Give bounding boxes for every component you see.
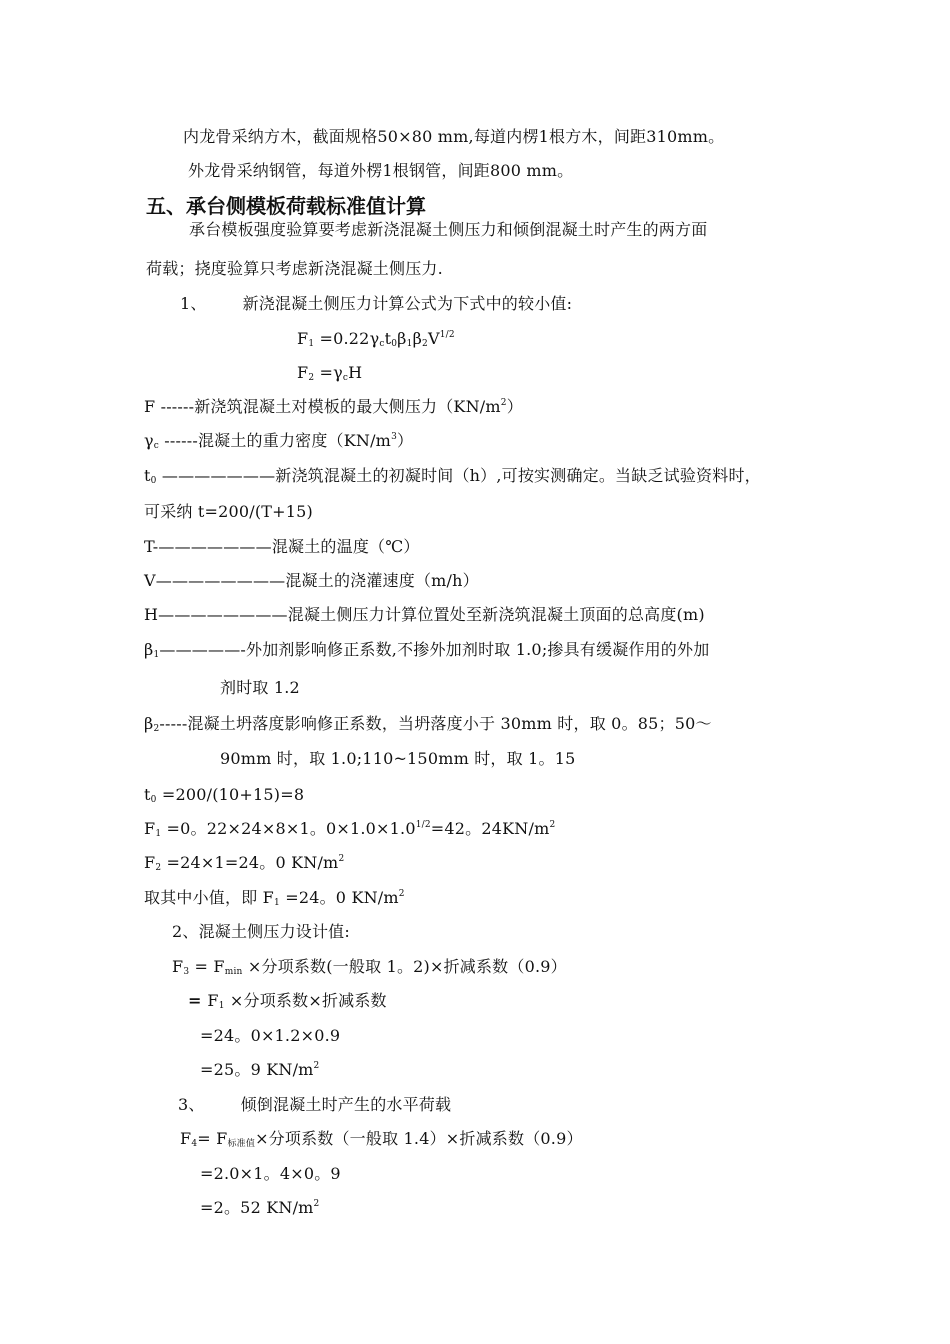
def-t0-cont: 可采纳 t=200/(T+15)	[144, 502, 313, 521]
item-3-line2: =2.0×1。4×0。9	[200, 1164, 341, 1183]
item-2-line4: =25。9 $KN/m^2$	[200, 1060, 320, 1079]
item-1	[180, 293, 572, 315]
item-3-number: 3、	[178, 1095, 205, 1114]
formula-f1: $F_1 =0.22\gamma_ct_0\beta_1\beta_2V^{1/2}$	[297, 329, 455, 349]
text-outer-keel: 外龙骨采纳钢管，每道外楞1根钢管，间距800 mm。	[188, 161, 574, 180]
def-gamma-c: $\gamma_c$ ------混凝土的重力密度$(KN/m^3)$	[144, 431, 414, 451]
def-beta1: $\beta_1—————-$外加剂影响修正系数,不掺外加剂时取 1.0;掺具有缓凝作用的外加	[144, 640, 710, 660]
item-3-f4: $F_4= F_{标准值}\times$分项系数（一般取 1.4）×折减系数（0.9）	[180, 1129, 583, 1149]
def-V: V————————混凝土的浇灌速度（m/h）	[144, 571, 479, 590]
text-intro-1: 承台模板强度验算要考虑新浇混凝土侧压力和倾倒混凝土时产生的两方面	[189, 220, 708, 239]
item-3-line3: =2。52 $KN/m^2$	[200, 1198, 320, 1217]
item-2-line3: =24。0×1.2×0.9	[200, 1026, 341, 1045]
text-inner-keel: 内龙骨采纳方木，截面规格50×80 mm,每道内楞1根方木，间距310mm。	[183, 127, 725, 146]
item-1-number: 1、	[180, 294, 207, 313]
def-beta2-cont: 90mm 时，取 1.0;110~150mm 时，取 1。15	[220, 749, 576, 768]
def-T: T-———————混凝土的温度（℃）	[144, 537, 420, 556]
item-1-text: 新浇混凝土侧压力计算公式为下式中的较小值:	[242, 294, 573, 313]
def-H: H————————混凝土侧压力计算位置处至新浇筑混凝土顶面的总高度(m)	[144, 605, 705, 624]
item-3	[178, 1094, 451, 1116]
text-intro-2: 荷载；挠度验算只考虑新浇混凝土侧压力.	[146, 259, 443, 278]
def-F: F ------新浇筑混凝土对模板的最大侧压力$(KN/m^2)$	[144, 397, 523, 416]
section-heading: 五、承台侧模板荷载标准值计算	[146, 194, 426, 218]
def-t0: $t_0$ ———————新浇筑混凝土的初凝时间（h）,可按实测确定。当缺乏试验资料时，	[144, 466, 761, 486]
formula-f2: $F_2 =\gamma_cH$	[297, 363, 363, 383]
item-2-heading: 2、混凝土侧压力设计值:	[172, 922, 350, 941]
calc-min: 取其中小值，即 $F_1 =24$。0 $KN/m^2$	[144, 888, 405, 908]
item-3-text: 倾倒混凝土时产生的水平荷载	[240, 1095, 452, 1114]
def-beta1-cont: 剂时取 1.2	[220, 678, 300, 697]
calc-F1: $F_1 =0$。22×24×8×1。$0\times 1.0\times 1.0^{1/2}=42$。$24KN/m^2$	[144, 819, 556, 839]
def-beta2: $\beta_2-----$混凝土坍落度影响修正系数，当坍落度小于 30mm 时，取 0。85；50～	[144, 714, 712, 734]
item-2-line2: = $F_1$ ×分项系数×折减系数	[188, 991, 387, 1011]
calc-F2: $F_2 =24\times 1=24$。0 $KN/m^2$	[144, 853, 345, 873]
calc-t0: $t_0 =200/(10+15)=8$	[144, 785, 305, 805]
item-2-f3: $F_3 = F_{min}$ ×分项系数(一般取 1。2)×折减系数（0.9）	[172, 957, 567, 977]
